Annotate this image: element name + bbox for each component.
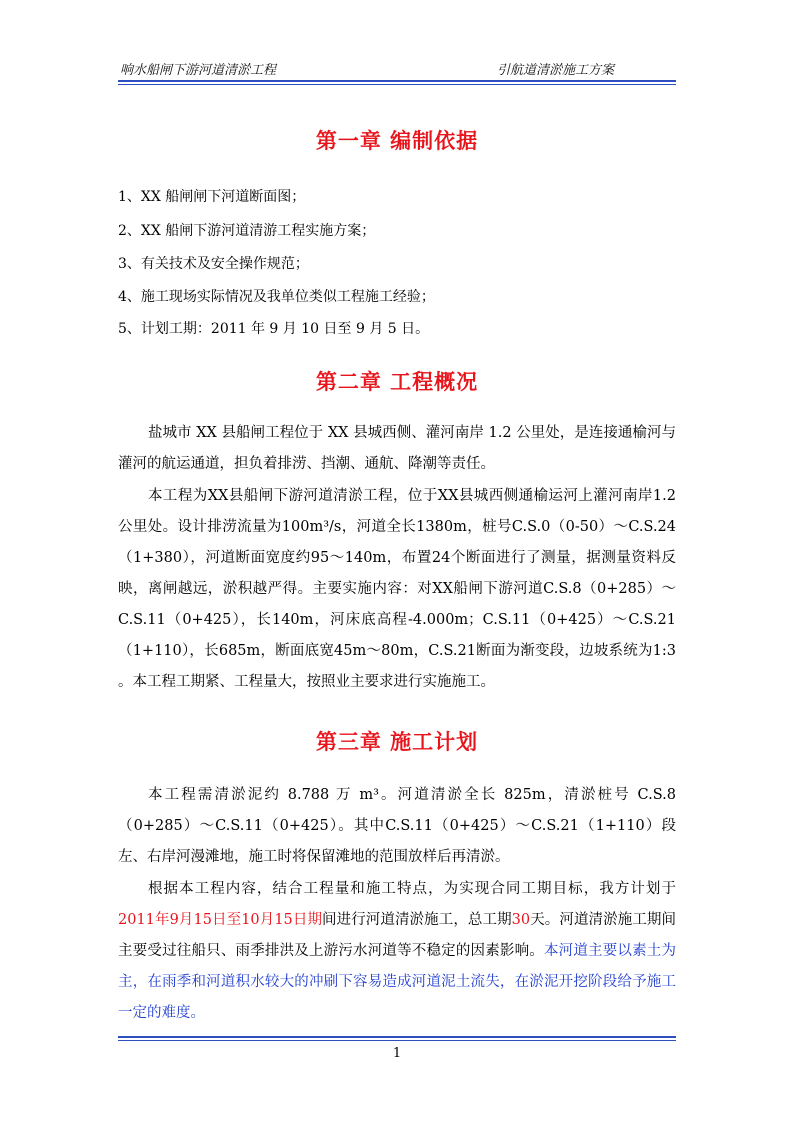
plan-paragraph-1: 本工程需清淤泥约 8.788 万 m³。河道清淤全长 825m，清淤桩号 C.S.8（0+285）～C.S.11（0+425）。其中C.S.11（0+425）～C.S.21（1+110）段左、右岸河漫滩地，施工时将保留滩地的范围放样后再清淤。 [118,787,676,865]
page-number: 1 [392,1046,402,1061]
header-rule [118,80,676,82]
header-document-title: 引航道清淤施工方案 [497,63,615,78]
header-project-title: 响水船闸下游河道清淤工程 [120,63,277,78]
basis-item: 1、XX 船闸闸下河道断面图； [118,189,306,205]
chapter-2-title: 第二章 工程概况 [315,369,479,394]
basis-item: 4、施工现场实际情况及我单位类似工程施工经验； [118,289,435,305]
plan-text: 根据本工程内容，结合工程量和施工特点，为实现合同工期目标，我方计划于 [148,881,676,897]
plan-paragraph-2 [118,874,676,1029]
overview-paragraph-2: 本工程为XX县船闸下游河道清淤工程，位于XX县城西侧通榆运河上灌河南岸1.2公里处。设计排涝流量为100m³/s，河道全长1380m，桩号C.S.0（0-50）～C.S.24（1+380），河道断面宽度约95～140m，布置24个断面进行了测量，据测量资料反映，离闸越远，淤积越严得。主要实施内容：对XX船闸下游河道C.S.8（0+285）～C.S.11（0+425），长140m，河床底高程-4.000m；C.S.11（0+425）～C.S.21（1+110），长685m，断面底宽45m～80m，C.S.21断面为渐变段，边坡系统为1:3 。本工程工期紧、工程量大，按照业主要求进行实施施工。 [118,488,676,690]
basis-item: 2、XX 船闸下游河道清游工程实施方案； [118,223,376,239]
basis-item: 3、有关技术及安全操作规范； [118,256,309,272]
plan-text: 天。河道清淤施工期间主要受过往船只、雨季排洪及上游污水河道等不稳定的因素影响。 [118,912,676,959]
footer-rule [118,1036,676,1038]
basis-item: 5、计划工期：2011 年 9 月 10 日至 9 月 5 日。 [118,321,430,337]
plan-highlight: 本河道主要以素土为主，在雨季和河道积水较大的冲刷下容易造成河道泥土流失，在淤泥开挖阶段给予施工一定的难度。 [118,943,676,1021]
chapter-3-title: 第三章 施工计划 [315,729,479,754]
overview-paragraph-1: 盐城市 XX 县船闸工程位于 XX 县城西侧、灌河南岸 1.2 公里处，是连接通榆河与灌河的航运通道，担负着排涝、挡潮、通航、降潮等责任。 [118,425,676,472]
plan-date-range: 2011年9月15日至10月15日期 [118,912,323,928]
plan-text: 间进行河道清淤施工，总工期 [322,912,512,928]
footer-rule-thin [118,1040,676,1041]
chapter-1-title: 第一章 编制依据 [315,128,479,153]
plan-duration: 30 [511,912,531,928]
header-rule-thin [118,84,676,85]
